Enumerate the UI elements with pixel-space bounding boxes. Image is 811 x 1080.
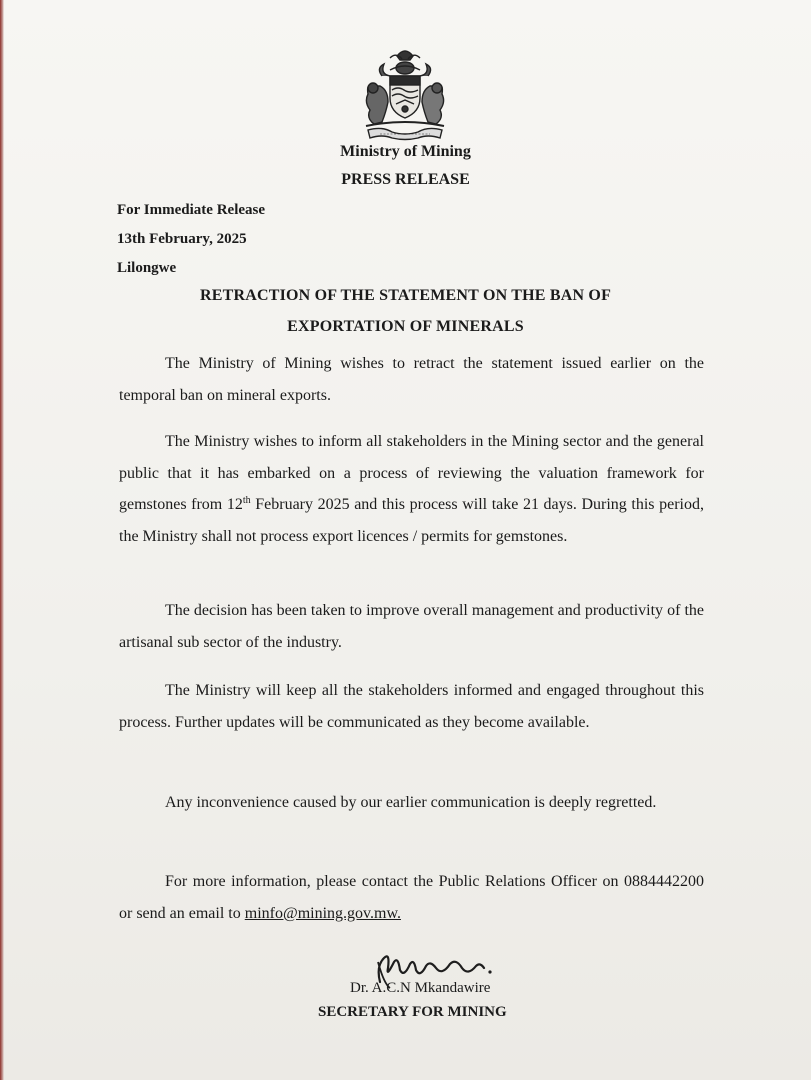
review-text-end: February 2025 and this process will take 21 days. During this period, the Ministry shall not process export licences / permits for gemstones. <box>119 496 704 545</box>
release-date: 13th February, 2025 <box>117 231 247 247</box>
paragraph-contact <box>119 866 704 929</box>
page-edge <box>0 0 4 1080</box>
signatory-title: SECRETARY FOR MINING <box>318 1004 507 1020</box>
paragraph-decision: The decision has been taken to improve overall management and productivity of the artisanal sub sector of the industry. <box>119 602 704 651</box>
ministry-name: Ministry of Mining <box>340 143 471 160</box>
paragraph-retraction: The Ministry of Mining wishes to retract the statement issued earlier on the temporal ban on mineral exports. <box>119 355 704 404</box>
signatory-name: Dr. A.C.N Mkandawire <box>350 980 491 996</box>
release-notice: For Immediate Release <box>117 202 266 218</box>
paragraph-updates: The Ministry will keep all the stakeholders informed and engaged throughout this process. Further updates will be communicated as they become available. <box>119 682 704 731</box>
review-text-start: The Ministry wishes to inform all stakeholders in the Mining sector and the general public that it has embarked on a process of reviewing the valuation framework for gemstones from 12 <box>119 433 704 513</box>
contact-text: For more information, please contact the Public Relations Officer on 0884442200 or send an email to <box>119 873 704 922</box>
headline-line-2: EXPORTATION OF MINERALS <box>287 318 524 335</box>
ordinal-suffix: th <box>242 495 251 506</box>
paragraph-review-process <box>119 426 704 552</box>
coat-of-arms-icon <box>352 46 458 142</box>
headline-line-1: RETRACTION OF THE STATEMENT ON THE BAN OF <box>199 287 612 304</box>
paragraph-apology: Any inconvenience caused by our earlier communication is deeply regretted. <box>165 794 657 811</box>
document-type: PRESS RELEASE <box>341 171 470 188</box>
release-location: Lilongwe <box>117 260 177 276</box>
contact-email-link[interactable]: minfo@mining.gov.mw. <box>244 904 401 922</box>
